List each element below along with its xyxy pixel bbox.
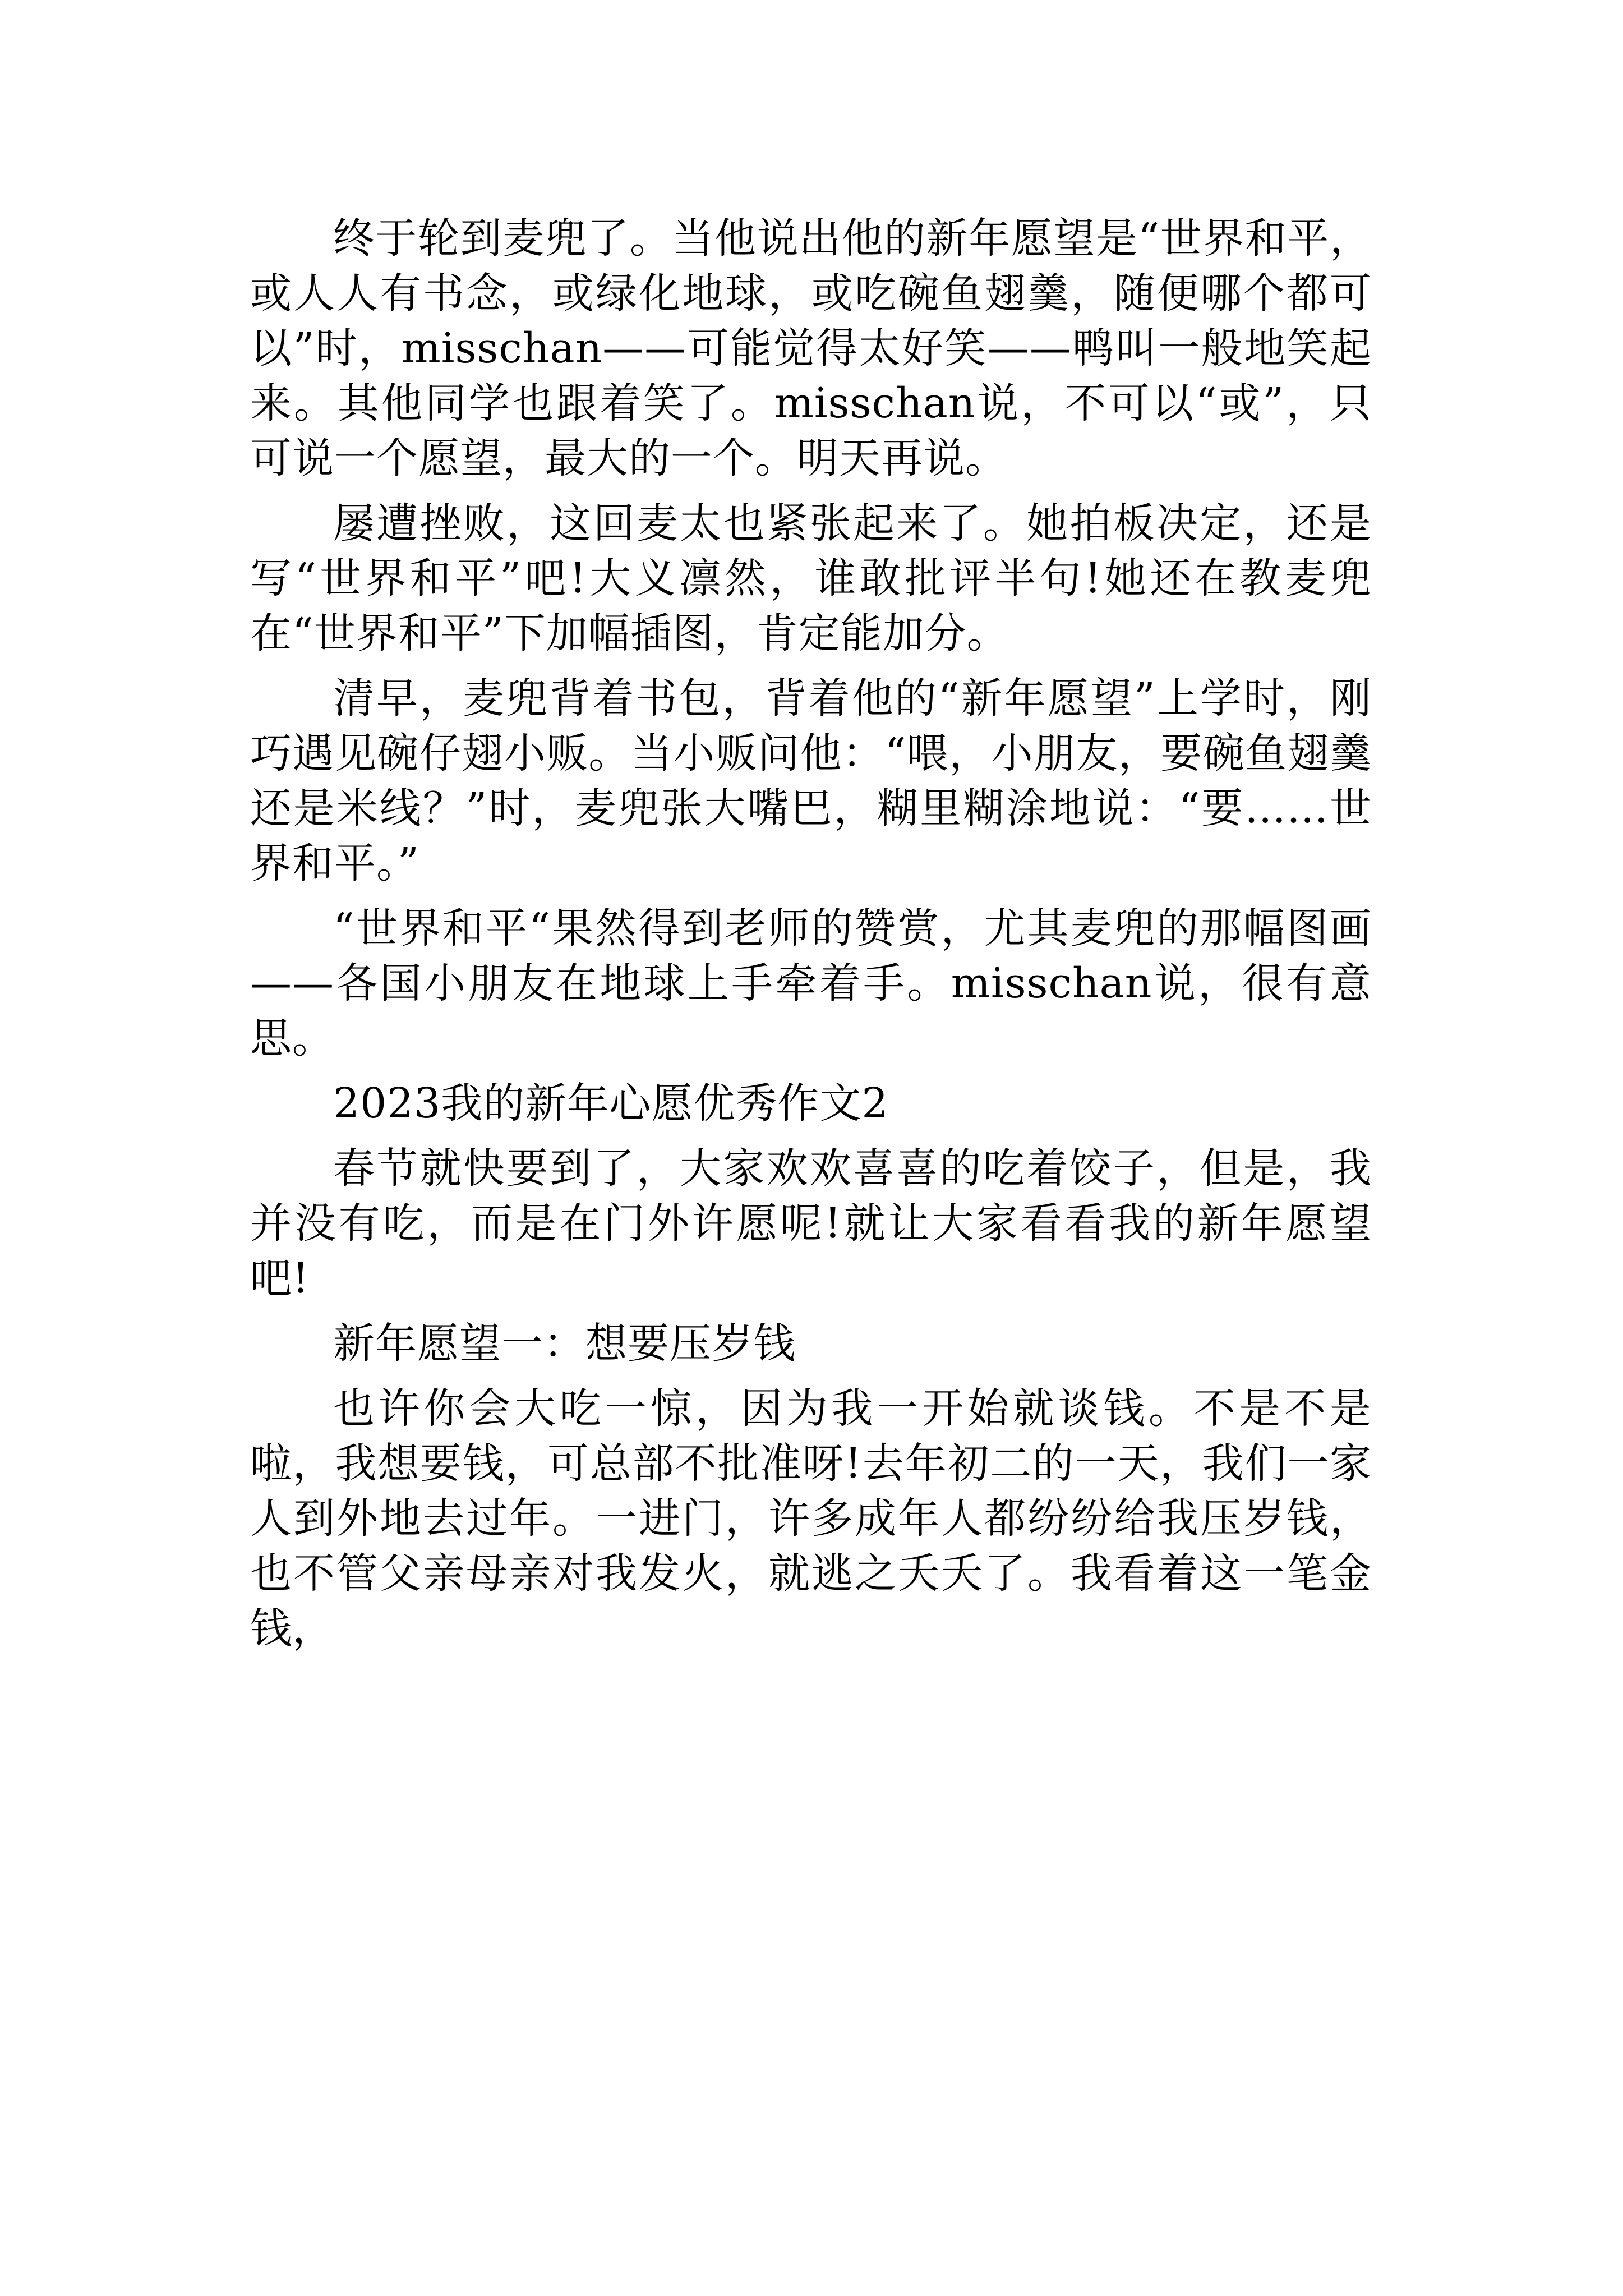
paragraph-maidou-wish: 终于轮到麦兜了。当他说出他的新年愿望是“世界和平，或人人有书念，或绿化地球，或吃碗鱼翅羹，随便哪个都可以”时，misschan——可能觉得太好笑——鸭叫一般地笑起来。其他同学也跟着笑了。misschan说，不可以“或”，只可说一个愿望，最大的一个。明天再说。 [250,214,1372,482]
essay-heading: 2023我的新年心愿优秀作文2 [333,1079,889,1128]
paragraph-maitai-decision: 屡遭挫败，这回麦太也紧张起来了。她拍板决定，还是写“世界和平”吧!大义凛然，谁敢批评半句!她还在教麦兜在“世界和平”下加幅插图，肯定能加分。 [250,499,1372,657]
paragraph-spring-festival: 春节就快要到了，大家欢欢喜喜的吃着饺子，但是，我并没有吃，而是在门外许愿呢!就让大家看看我的新年愿望吧! [250,1144,1372,1303]
wish-one-heading: 新年愿望一：想要压岁钱 [333,1319,796,1368]
paragraph-morning-vendor: 清早，麦兜背着书包，背着他的“新年愿望”上学时，刚巧遇见碗仔翅小贩。当小贩问他：“喂，小朋友，要碗鱼翅羹还是米线？”时，麦兜张大嘴巴，糊里糊涂地说：“要……世界和平。” [250,674,1372,887]
paragraph-teacher-praise: “世界和平“果然得到老师的赞赏，尤其麦兜的那幅图画——各国小朋友在地球上手牵着手。misschan说，很有意思。 [250,904,1372,1062]
paragraph-lucky-money: 也许你会大吃一惊，因为我一开始就谈钱。不是不是啦，我想要钱，可总部不批准呀!去年初二的一天，我们一家人到外地去过年。一进门，许多成年人都纷纷给我压岁钱，也不管父亲母亲对我发火，就逃之夭夭了。我看着这一笔金钱， [250,1384,1372,1653]
document-body [250,211,1372,1666]
